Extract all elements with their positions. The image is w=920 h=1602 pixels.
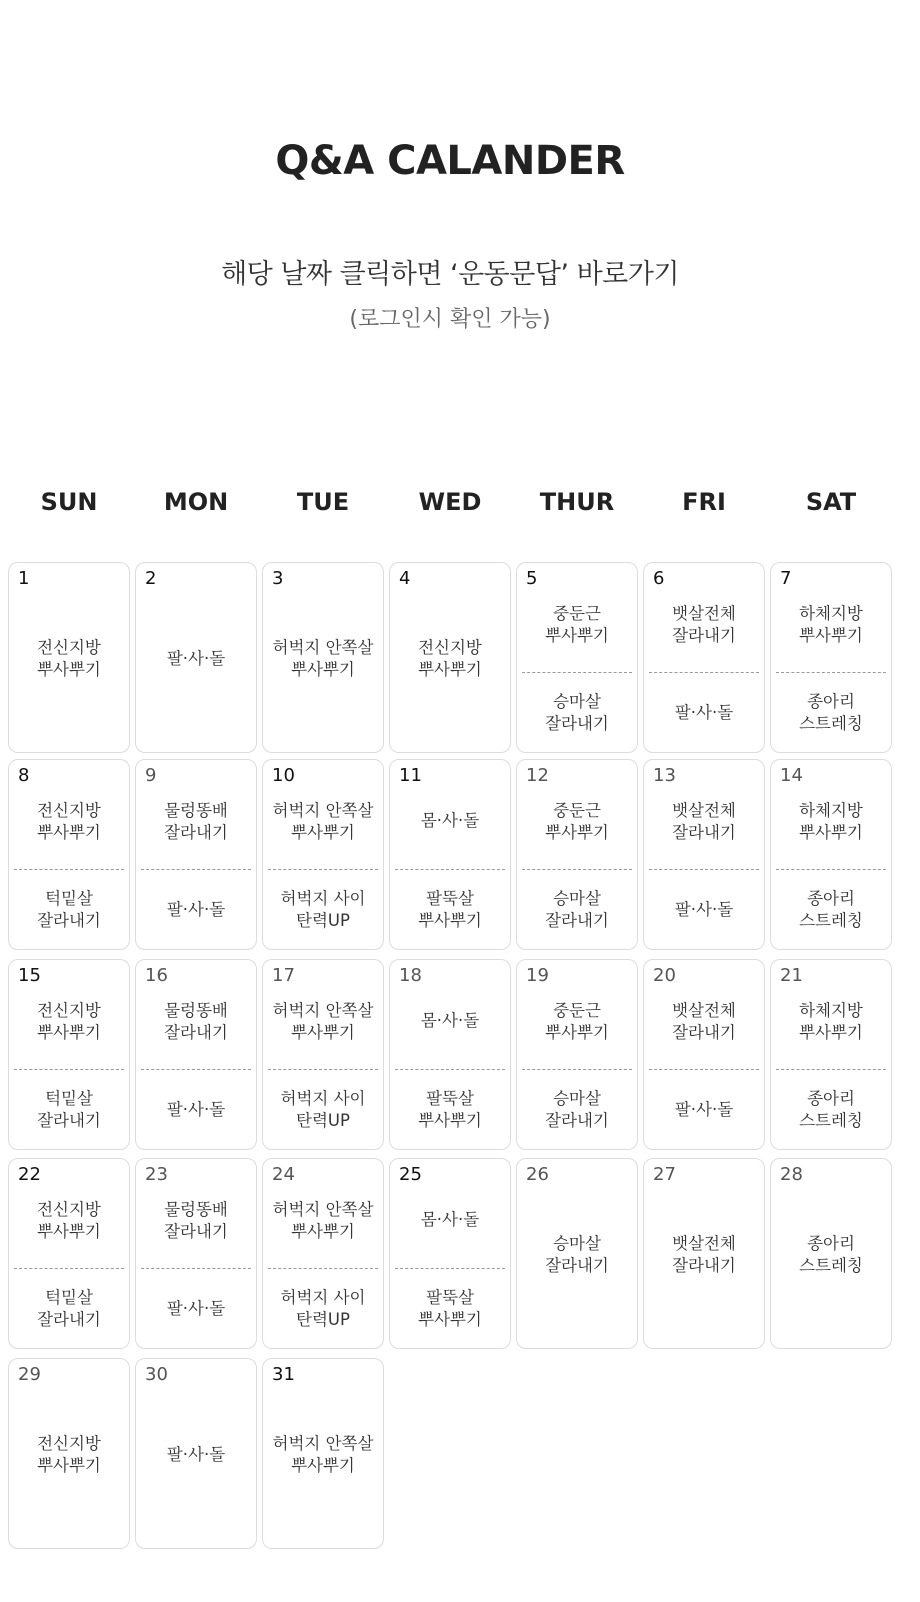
workout-item-top: 물렁똥배 잘라내기 — [164, 1200, 228, 1241]
day-number: 30 — [145, 1364, 168, 1385]
day-number: 27 — [653, 1164, 676, 1185]
dashed-divider — [141, 869, 251, 870]
page-subtitle: 해당 날짜 클릭하면 ‘운동문답’ 바로가기 — [221, 259, 679, 290]
day-cell-5[interactable] — [516, 562, 638, 753]
workout-item-bottom: 승마살 잘라내기 — [545, 692, 609, 733]
workout-item-top: 전신지방 뿌사뿌기 — [37, 1200, 101, 1241]
workout-item-bottom: 승마살 잘라내기 — [545, 889, 609, 930]
day-cell-26[interactable] — [516, 1158, 638, 1349]
day-number: 31 — [272, 1364, 295, 1385]
day-cell-31[interactable] — [262, 1358, 384, 1549]
dashed-divider — [141, 1069, 251, 1070]
day-number: 10 — [272, 765, 295, 786]
day-cell-11[interactable] — [389, 759, 511, 950]
day-cell-12[interactable] — [516, 759, 638, 950]
page-title: Q&A CALANDER — [275, 138, 625, 184]
workout-item-top: 하체지방 뿌사뿌기 — [799, 604, 863, 645]
dashed-divider — [395, 1268, 505, 1269]
dashed-divider — [268, 1069, 378, 1070]
day-number: 21 — [780, 965, 803, 986]
workout-item-top: 하체지방 뿌사뿌기 — [799, 801, 863, 842]
workout-item-top: 중둔근 뿌사뿌기 — [545, 801, 609, 842]
day-cell-15[interactable] — [8, 959, 130, 1150]
workout-item-top: 하체지방 뿌사뿌기 — [799, 1001, 863, 1042]
day-number: 22 — [18, 1164, 41, 1185]
workout-item-top: 중둔근 뿌사뿌기 — [545, 1001, 609, 1042]
dashed-divider — [776, 869, 886, 870]
day-number: 5 — [526, 568, 538, 589]
weekday-tue: TUE — [296, 488, 350, 516]
day-number: 29 — [18, 1364, 41, 1385]
day-cell-29[interactable] — [8, 1358, 130, 1549]
workout-item-bottom: 팔·사·돌 — [166, 1100, 226, 1119]
dashed-divider — [395, 869, 505, 870]
workout-item-bottom: 팔뚝살 뿌사뿌기 — [418, 1089, 482, 1130]
workout-item-bottom: 승마살 잘라내기 — [545, 1089, 609, 1130]
workout-item-bottom: 팔뚝살 뿌사뿌기 — [418, 889, 482, 930]
day-cell-30[interactable] — [135, 1358, 257, 1549]
day-cell-18[interactable] — [389, 959, 511, 1150]
day-number: 1 — [18, 568, 30, 589]
day-number: 19 — [526, 965, 549, 986]
workout-item-top: 전신지방 뿌사뿌기 — [37, 1001, 101, 1042]
dashed-divider — [522, 1069, 632, 1070]
day-number: 9 — [145, 765, 157, 786]
workout-item-bottom: 팔뚝살 뿌사뿌기 — [418, 1288, 482, 1329]
dashed-divider — [649, 1069, 759, 1070]
day-cell-14[interactable] — [770, 759, 892, 950]
day-number: 2 — [145, 568, 157, 589]
day-number: 13 — [653, 765, 676, 786]
workout-item-bottom: 종아리 스트레칭 — [799, 889, 863, 930]
workout-item-bottom: 팔·사·돌 — [166, 1299, 226, 1318]
day-number: 24 — [272, 1164, 295, 1185]
weekday-sun: SUN — [40, 488, 98, 516]
day-cell-25[interactable] — [389, 1158, 511, 1349]
login-note: (로그인시 확인 가능) — [349, 307, 551, 332]
workout-item: 종아리 스트레칭 — [799, 1233, 863, 1275]
day-number: 20 — [653, 965, 676, 986]
day-number: 18 — [399, 965, 422, 986]
weekday-thur: THUR — [539, 488, 615, 516]
dashed-divider — [14, 1268, 124, 1269]
workout-item-top: 몸·사·돌 — [420, 1011, 480, 1030]
workout-item-bottom: 허벅지 사이 탄력UP — [280, 1089, 366, 1130]
day-number: 14 — [780, 765, 803, 786]
day-number: 25 — [399, 1164, 422, 1185]
workout-item-bottom: 팔·사·돌 — [674, 900, 734, 919]
workout-item-top: 물렁똥배 잘라내기 — [164, 1001, 228, 1042]
dashed-divider — [268, 869, 378, 870]
workout-item-bottom: 종아리 스트레칭 — [799, 1089, 863, 1130]
workout-item-bottom: 허벅지 사이 탄력UP — [280, 1288, 366, 1329]
day-cell-17[interactable] — [262, 959, 384, 1150]
workout-item-bottom: 종아리 스트레칭 — [799, 692, 863, 733]
workout-item: 승마살 잘라내기 — [545, 1233, 609, 1275]
workout-item: 허벅지 안쪽살 뿌사뿌기 — [272, 637, 374, 679]
day-number: 6 — [653, 568, 665, 589]
day-cell-23[interactable] — [135, 1158, 257, 1349]
day-number: 28 — [780, 1164, 803, 1185]
day-cell-21[interactable] — [770, 959, 892, 1150]
day-cell-19[interactable] — [516, 959, 638, 1150]
dashed-divider — [395, 1069, 505, 1070]
workout-item-bottom: 팔·사·돌 — [674, 1100, 734, 1119]
day-cell-4[interactable] — [389, 562, 511, 753]
workout-item-top: 전신지방 뿌사뿌기 — [37, 801, 101, 842]
day-number: 23 — [145, 1164, 168, 1185]
dashed-divider — [776, 672, 886, 673]
workout-item-top: 중둔근 뿌사뿌기 — [545, 604, 609, 645]
day-cell-27[interactable] — [643, 1158, 765, 1349]
workout-item: 허벅지 안쪽살 뿌사뿌기 — [272, 1433, 374, 1475]
dashed-divider — [522, 869, 632, 870]
day-number: 17 — [272, 965, 295, 986]
workout-item-top: 몸·사·돌 — [420, 1210, 480, 1229]
workout-item: 팔·사·돌 — [166, 648, 226, 668]
workout-item-top: 허벅지 안쪽살 뿌사뿌기 — [272, 801, 374, 842]
workout-item: 팔·사·돌 — [166, 1444, 226, 1464]
day-number: 11 — [399, 765, 422, 786]
dashed-divider — [14, 1069, 124, 1070]
day-cell-24[interactable] — [262, 1158, 384, 1349]
day-cell-7[interactable] — [770, 562, 892, 753]
dashed-divider — [141, 1268, 251, 1269]
day-number: 12 — [526, 765, 549, 786]
workout-item: 전신지방 뿌사뿌기 — [418, 637, 482, 679]
day-cell-16[interactable] — [135, 959, 257, 1150]
workout-item-bottom: 허벅지 사이 탄력UP — [280, 889, 366, 930]
workout-item-bottom: 턱밑살 잘라내기 — [37, 889, 101, 930]
day-cell-3[interactable] — [262, 562, 384, 753]
day-cell-9[interactable] — [135, 759, 257, 950]
dashed-divider — [268, 1268, 378, 1269]
workout-item-bottom: 턱밑살 잘라내기 — [37, 1089, 101, 1130]
dashed-divider — [649, 672, 759, 673]
day-number: 3 — [272, 568, 284, 589]
day-number: 16 — [145, 965, 168, 986]
day-cell-1[interactable] — [8, 562, 130, 753]
day-cell-22[interactable] — [8, 1158, 130, 1349]
workout-item: 전신지방 뿌사뿌기 — [37, 1433, 101, 1475]
workout-item-top: 몸·사·돌 — [420, 811, 480, 830]
workout-item-bottom: 팔·사·돌 — [674, 703, 734, 722]
dashed-divider — [14, 869, 124, 870]
workout-item-top: 물렁똥배 잘라내기 — [164, 801, 228, 842]
dashed-divider — [522, 672, 632, 673]
day-cell-10[interactable] — [262, 759, 384, 950]
day-number: 8 — [18, 765, 30, 786]
dashed-divider — [776, 1069, 886, 1070]
day-cell-8[interactable] — [8, 759, 130, 950]
dashed-divider — [649, 869, 759, 870]
workout-item-bottom: 팔·사·돌 — [166, 900, 226, 919]
day-cell-20[interactable] — [643, 959, 765, 1150]
day-number: 7 — [780, 568, 792, 589]
workout-item-top: 뱃살전체 잘라내기 — [672, 1001, 736, 1042]
day-cell-6[interactable] — [643, 562, 765, 753]
day-cell-2[interactable] — [135, 562, 257, 753]
day-cell-28[interactable] — [770, 1158, 892, 1349]
day-number: 15 — [18, 965, 41, 986]
weekday-sat: SAT — [805, 488, 857, 516]
day-number: 26 — [526, 1164, 549, 1185]
workout-item: 뱃살전체 잘라내기 — [672, 1233, 736, 1275]
workout-item-top: 뱃살전체 잘라내기 — [672, 801, 736, 842]
weekday-mon: MON — [163, 488, 229, 516]
weekday-wed: WED — [418, 488, 482, 516]
day-number: 4 — [399, 568, 411, 589]
weekday-fri: FRI — [682, 488, 726, 516]
day-cell-13[interactable] — [643, 759, 765, 950]
workout-item-top: 뱃살전체 잘라내기 — [672, 604, 736, 645]
workout-item-top: 허벅지 안쪽살 뿌사뿌기 — [272, 1001, 374, 1042]
workout-item: 전신지방 뿌사뿌기 — [37, 637, 101, 679]
workout-item-bottom: 턱밑살 잘라내기 — [37, 1288, 101, 1329]
workout-item-top: 허벅지 안쪽살 뿌사뿌기 — [272, 1200, 374, 1241]
